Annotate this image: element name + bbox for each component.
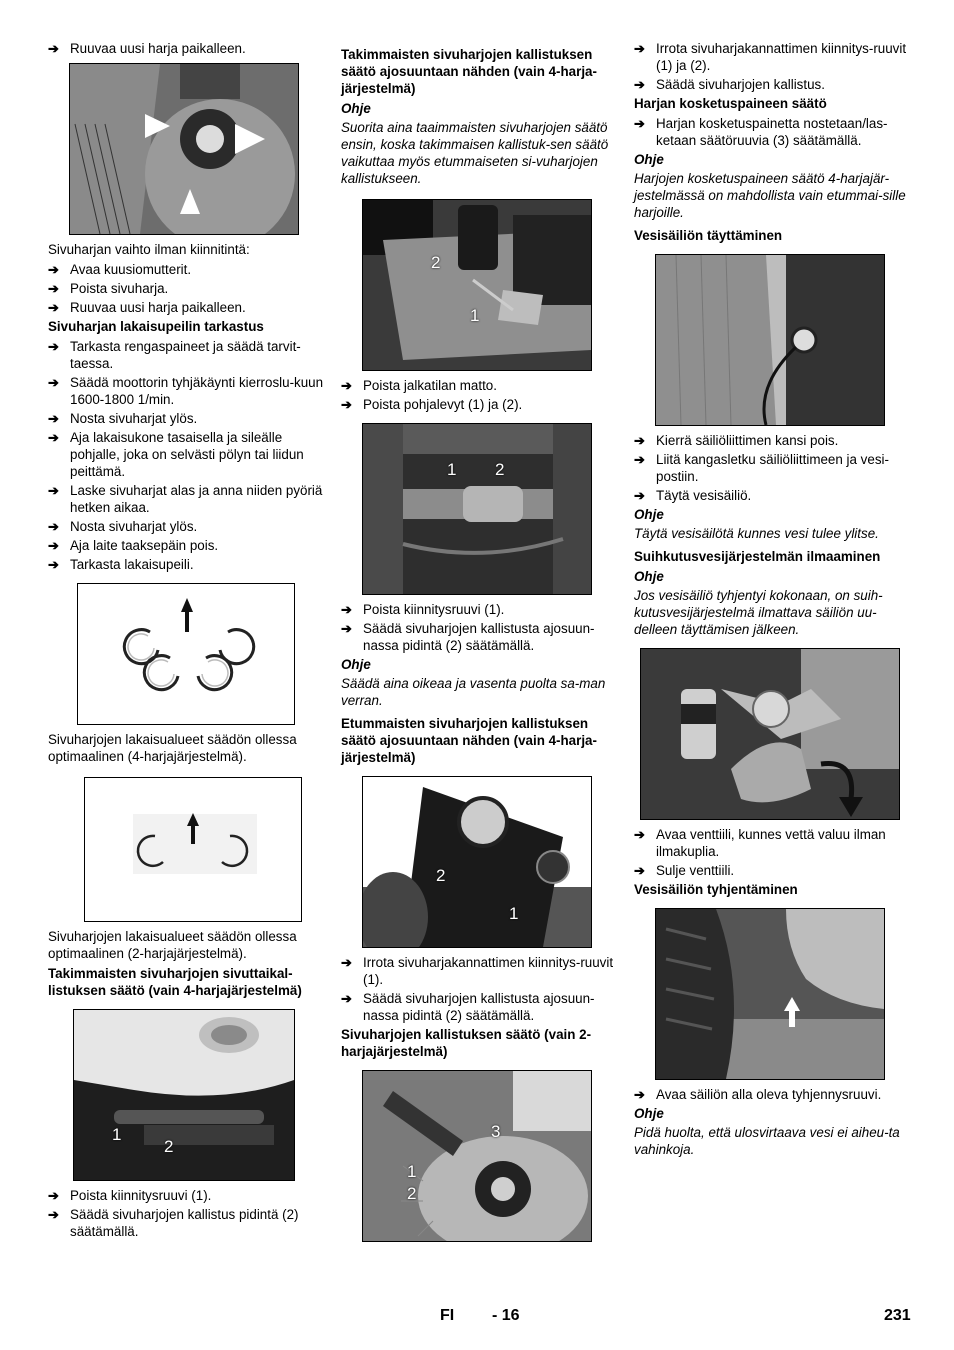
note-label: Ohje — [341, 657, 371, 672]
section-heading: Sivuharjan lakaisupeilin tarkastus — [48, 319, 264, 334]
callout-1: 1 — [470, 306, 480, 325]
column-1: ➔ Ruuvaa uusi harja paikalleen. Sivuharjan vaihto ilman kiinnitintä: ➔ Avaa kuusiomutterit. ➔ Poista sivuharja. ➔ Ruuvaa uusi harja paikalleen. Sivuharjan lakaisupeilin tarkastus ➔ Tarkasta rengaspaineet ja säädä tarvit-taessa. ➔ Säädä moottorin tyhjäkäynti kierroslu-kuun 1600-1800 1/min. ➔ Nosta sivuharjat ylös. ➔ Aja lakaisukone tasaisella ja sileälle pohjalle, joka on selvästi pölyn tai liidun peittämä. ➔ Laske sivuharjat alas ja anna niiden pyöriä hetken aikaa. ➔ Nosta sivuharjat ylös. ➔ Aja laite taaksepäin pois. ➔ Tarkasta lakaisupeili. Sivuharjojen lakaisualueet säädön ollessa optimaalinen (4-harjajärjestelmä). Sivuharjojen lakaisualueet säädön ollessa optimaalinen (2-harjajärjestelmä). Takimmaisten sivuharjojen sivuttaikal-listuksen säätö (vain 4-harjajärjestelmä) 1 2 ➔ Poista kiinnitysruuvi (1). ➔ Säädä sivuharjojen kallistus pidintä (2) säätämällä. — [48, 40, 326, 1242]
step-item: ➔ Säädä sivuharjojen kallistusta ajosuun-nassa pidintä (2) säätämällä. — [341, 621, 595, 653]
arrow-right-icon: ➔ — [48, 411, 59, 426]
arrow-right-icon: ➔ — [634, 41, 645, 56]
callout-3: 3 — [491, 1122, 501, 1141]
callout-1: 1 — [407, 1162, 417, 1181]
note-text: Jos vesisäiliö tyhjentyi kokonaan, on suih-kutusvesijärjestelmä ilmattava säiliön uu-delleen täyttämisen jälkeen. — [634, 588, 883, 637]
arrow-right-icon: ➔ — [634, 488, 645, 503]
step-item: ➔ Irrota sivuharjakannattimen kiinnitys-ruuvit (1) ja (2). — [634, 41, 907, 73]
arrow-right-icon: ➔ — [48, 375, 59, 390]
step-item: ➔ Nosta sivuharjat ylös. — [48, 411, 198, 426]
step-item: ➔ Laske sivuharjat alas ja anna niiden pyöriä hetken aikaa. — [48, 483, 323, 515]
step-item: ➔ Poista pohjalevyt (1) ja (2). — [341, 397, 523, 412]
step-item: ➔ Poista kiinnitysruuvi (1). — [48, 1188, 212, 1203]
arrow-right-icon: ➔ — [341, 378, 352, 393]
callout-1: 1 — [112, 1125, 122, 1144]
column-3 — [634, 40, 912, 1164]
step-item: ➔ Kierrä säiliöliittimen kansi pois. — [634, 433, 839, 448]
step-item: ➔ Poista sivuharja. — [48, 281, 169, 296]
arrow-right-icon: ➔ — [341, 991, 352, 1006]
step-item: ➔ Avaa kuusiomutterit. — [48, 262, 192, 277]
note-text: Pidä huolta, että ulosvirtaava vesi ei aiheu-ta vahinkoja. — [634, 1125, 900, 1157]
arrow-right-icon: ➔ — [48, 538, 59, 553]
page-number: 231 — [884, 1307, 911, 1324]
section-heading: Takimmaisten sivuharjojen kallistuksen säätö ajosuuntaan nähden (vain 4-harja-järjestelmä) — [341, 47, 597, 96]
step-item: ➔ Ruuvaa uusi harja paikalleen. — [48, 300, 246, 315]
callout-1: 1 — [447, 460, 457, 479]
arrow-right-icon: ➔ — [48, 519, 59, 534]
figure-tank-fill — [655, 254, 885, 426]
figure-brush-mount — [69, 63, 299, 235]
figure-sweep-pattern-4 — [77, 583, 295, 725]
note-label: Ohje — [634, 1106, 664, 1121]
note-text: Harjojen kosketuspaineen säätö 4-harjajär-jestelmässä on mahdollista vain etummai-sille harjoille. — [634, 171, 906, 220]
section-heading: Sivuharjojen kallistuksen säätö (vain 2-harjajärjestelmä) — [341, 1027, 592, 1059]
step-item: ➔ Aja lakaisukone tasaisella ja sileälle pohjalle, joka on selvästi pölyn tai liidun peittämä. — [48, 430, 304, 479]
note-label: Ohje — [341, 101, 371, 116]
step-item: ➔ Täytä vesisäiliö. — [634, 488, 752, 503]
arrow-right-icon: ➔ — [48, 557, 59, 572]
figure-rear-side-tilt — [73, 1009, 295, 1181]
step-item: ➔ Säädä sivuharjojen kallistus. — [634, 77, 825, 92]
note-text: Säädä aina oikeaa ja vasenta puolta sa-man verran. — [341, 676, 606, 708]
figure-footwell — [362, 199, 592, 371]
step-item: ➔ Avaa venttiili, kunnes vettä valuu ilman ilmakuplia. — [634, 827, 886, 859]
callout-2: 2 — [164, 1137, 174, 1156]
step-item: ➔ Tarkasta rengaspaineet ja säädä tarvit-taessa. — [48, 339, 301, 371]
step-item: ➔ Säädä moottorin tyhjäkäynti kierroslu-kuun 1600-1800 1/min. — [48, 375, 324, 407]
arrow-right-icon: ➔ — [48, 339, 59, 354]
step-item: ➔ Poista jalkatilan matto. — [341, 378, 497, 393]
arrow-right-icon: ➔ — [634, 827, 645, 842]
arrow-right-icon: ➔ — [634, 433, 645, 448]
arrow-right-icon: ➔ — [48, 1207, 59, 1222]
callout-2: 2 — [431, 253, 441, 272]
callout-1: 1 — [509, 904, 519, 923]
arrow-right-icon: ➔ — [341, 602, 352, 617]
arrow-right-icon: ➔ — [341, 621, 352, 636]
step-item: ➔ Säädä sivuharjojen kallistusta ajosuun-nassa pidintä (2) säätämällä. — [341, 991, 595, 1023]
step-item: ➔ Liitä kangasletku säiliöliittimeen ja vesi-postiin. — [634, 452, 889, 484]
arrow-right-icon: ➔ — [48, 300, 59, 315]
callout-2: 2 — [436, 866, 446, 885]
arrow-right-icon: ➔ — [634, 116, 645, 131]
figure-underbody — [362, 423, 592, 595]
section-heading: Etummaisten sivuharjojen kallistuksen säätö ajosuuntaan nähden (vain 4-harja-järjestelmä) — [341, 716, 597, 765]
arrow-right-icon: ➔ — [48, 430, 59, 445]
callout-2: 2 — [407, 1184, 417, 1203]
page-footer — [0, 1307, 954, 1329]
arrow-right-icon: ➔ — [634, 452, 645, 467]
note-label: Ohje — [634, 569, 664, 584]
figure-drain — [655, 908, 885, 1080]
arrow-right-icon: ➔ — [48, 483, 59, 498]
arrow-right-icon: ➔ — [48, 281, 59, 296]
figure-2brush-tilt — [362, 1070, 592, 1242]
figure-valve — [640, 648, 900, 820]
figure-sweep-pattern-2 — [84, 777, 302, 922]
note-label: Ohje — [634, 152, 664, 167]
step-item: ➔ Poista kiinnitysruuvi (1). — [341, 602, 505, 617]
step-item: ➔ Tarkasta lakaisupeili. — [48, 557, 194, 572]
local-page-number: - 16 — [492, 1307, 520, 1324]
step-list — [48, 338, 326, 573]
arrow-right-icon: ➔ — [341, 955, 352, 970]
arrow-right-icon: ➔ — [48, 262, 59, 277]
note-text: Suorita aina taaimmaisten sivuharjojen säätö ensin, koska takimmaisen kallistuk-sen säätö vaikuttaa myös etummaiseten si-vuharjojen kallistukseen. — [341, 120, 609, 186]
section-heading: Harjan kosketuspaineen säätö — [634, 96, 827, 111]
step-item: ➔ Avaa säiliön alla oleva tyhjennysruuvi. — [634, 1087, 882, 1102]
figure-front-mount — [362, 776, 592, 948]
arrow-right-icon: ➔ — [634, 77, 645, 92]
arrow-right-icon: ➔ — [48, 41, 59, 56]
step-item: ➔ Ruuvaa uusi harja paikalleen. — [48, 41, 246, 56]
step-item: ➔ Aja laite taaksepäin pois. — [48, 538, 219, 553]
arrow-right-icon: ➔ — [48, 1188, 59, 1203]
step-item: ➔ Säädä sivuharjojen kallistus pidintä (2) säätämällä. — [48, 1207, 299, 1239]
section-heading: Vesisäiliön täyttäminen — [634, 228, 783, 243]
step-item: ➔ Nosta sivuharjat ylös. — [48, 519, 198, 534]
column-2 — [341, 40, 619, 1248]
callout-2: 2 — [495, 460, 505, 479]
section-heading: Suihkutusvesijärjestelmän ilmaaminen — [634, 549, 881, 564]
step-item: ➔ Harjan kosketuspainetta nostetaan/las-ketaan säätöruuvia (3) säätämällä. — [634, 116, 888, 148]
step-item: ➔ Sulje venttiili. — [634, 863, 735, 878]
section-heading: Vesisäiliön tyhjentäminen — [634, 882, 798, 897]
note-text: Täytä vesisäilötä kunnes vesi tulee ylitse. — [634, 526, 879, 541]
arrow-right-icon: ➔ — [634, 1087, 645, 1102]
note-label: Ohje — [634, 507, 664, 522]
section-heading: Takimmaisten sivuharjojen sivuttaikal-listuksen säätö (vain 4-harjajärjestelmä) — [48, 966, 302, 998]
language-code: FI — [440, 1307, 455, 1324]
arrow-right-icon: ➔ — [634, 863, 645, 878]
step-item: ➔ Irrota sivuharjakannattimen kiinnitys-ruuvit (1). — [341, 955, 614, 987]
arrow-right-icon: ➔ — [341, 397, 352, 412]
